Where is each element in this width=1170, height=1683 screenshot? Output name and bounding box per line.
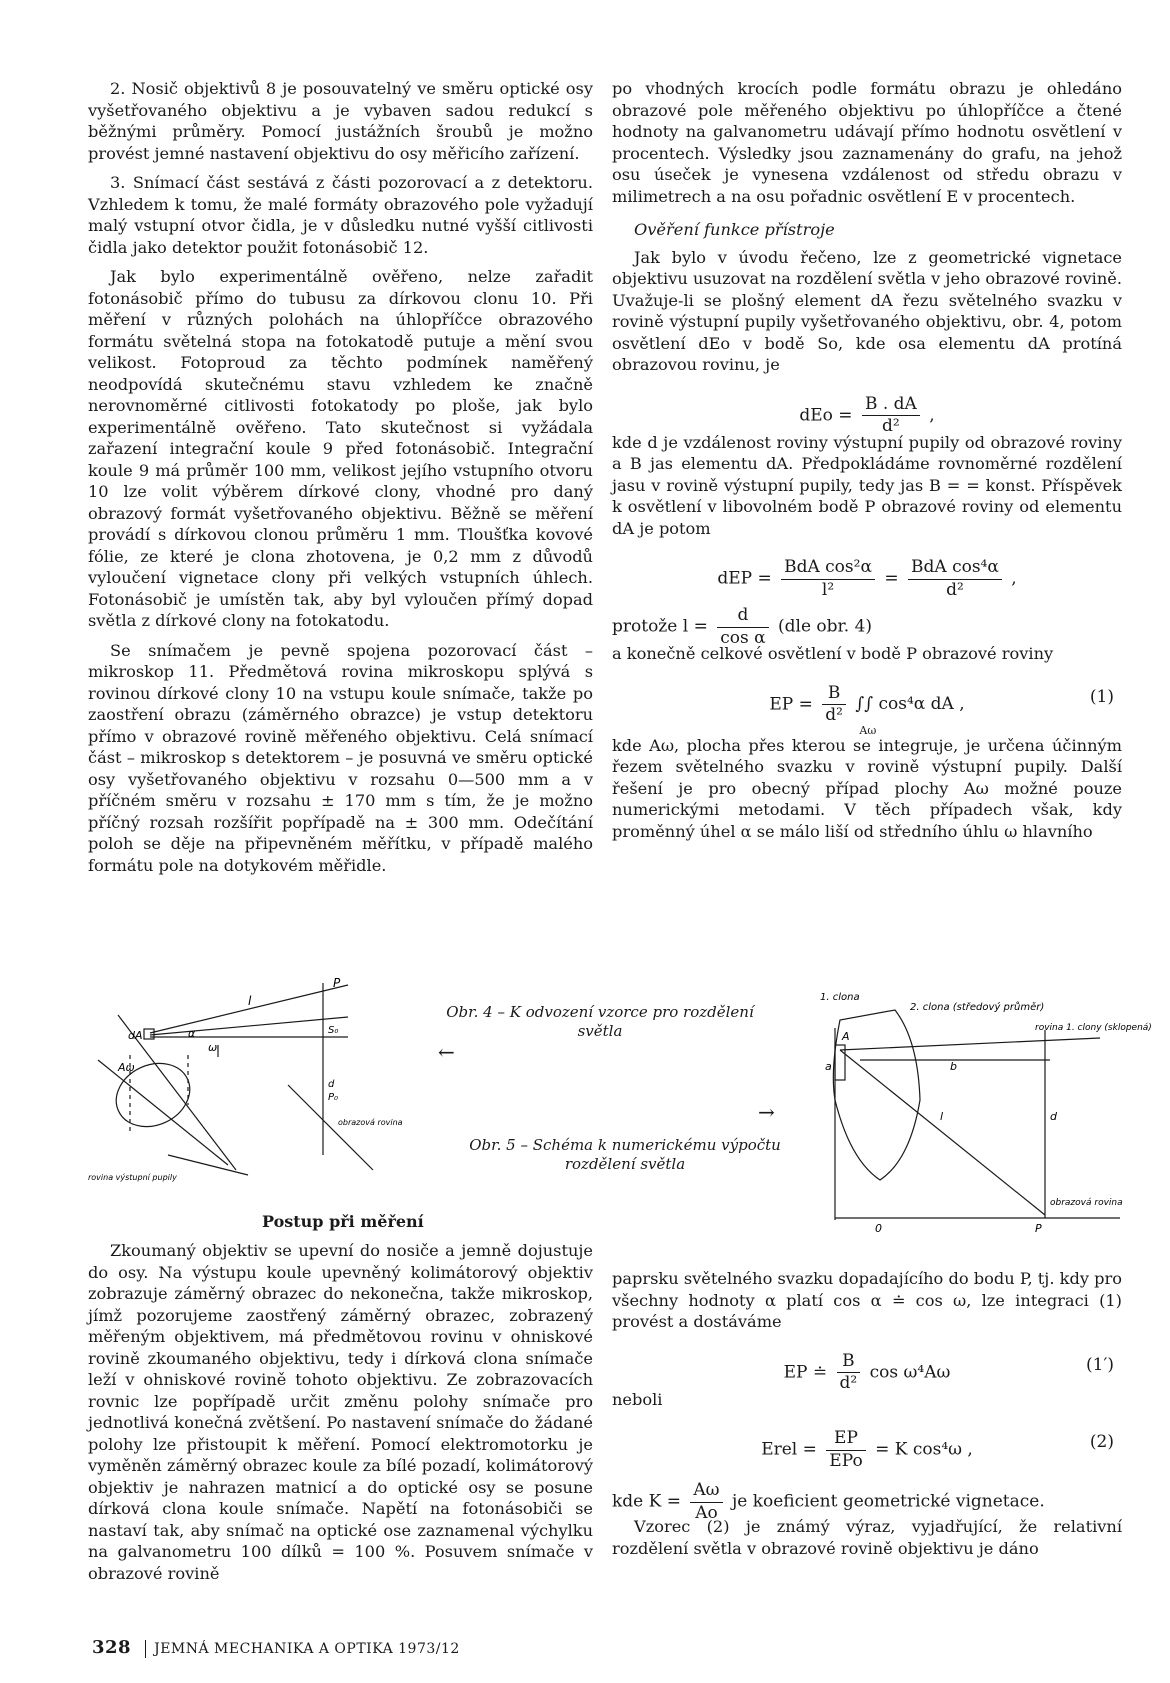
equation-1 [612, 673, 1122, 735]
paragraph: Jak bylo v úvodu řečeno, lze z geometrické vignetace objektivu usuzovat na rozdělení světla v jeho obrazové rovině. Uvažuje-li se plošný element dA řezu světelného svazku v rovině výstupní pupily vyšetřovaného objektivu, obr. 4, potom osvětlení dEo v bodě So, kde osa elementu dA protíná obrazovou rovinu, je [612, 247, 1122, 374]
eq-tail: , [1011, 568, 1017, 589]
figure-4-caption: Obr. 4 – K odvození vzorce pro rozdělení světla [446, 1003, 754, 1040]
eq-lhs: EP ≐ [783, 1362, 828, 1382]
eq-lhs: EP = [769, 694, 813, 714]
denominator: d² [946, 579, 964, 600]
paragraph: 2. Nosič objektivů 8 je posouvatelný ve směru optické osy vyšetřovaného objektivu a je vybaven sadou redukcí s běžnými průměry. Pomocí justážních šroubů je možno provést jemné nastavení objektivu do osy měřicího zařízení. [88, 79, 593, 163]
fraction [822, 683, 846, 727]
paragraph: kde d je vzdálenost roviny výstupní pupily od obrazové roviny a B jas elementu dA. Předpokládáme rovnoměrné rozdělení jasu v rovině výstupní pupily, tedy jas B = = konst. Příspěvek k osvětlení v libovolném bodě P obrazové roviny od elementu dA je potom [612, 432, 1122, 538]
fraction [826, 1428, 865, 1472]
label-omega: ω [208, 1041, 218, 1054]
numerator: B [822, 683, 846, 706]
figure-5-diagram [800, 990, 1152, 1240]
equation-number: (2) [1089, 1432, 1114, 1452]
figure-4-diagram [88, 975, 403, 1185]
denominator: l² [821, 579, 835, 600]
left-column-top [88, 78, 593, 884]
label-dA: dA [128, 1029, 143, 1042]
label-aperture-1: 1. clona [820, 992, 860, 1003]
eq-pre: kde K = [612, 1491, 681, 1512]
paragraph: Jak bylo experimentálně ověřeno, nelze zařadit fotonásobič přímo do tubusu za dírkovou clonu 10. Při měření v různých polohách na úhlopříčce obrazového formátu světelná stopa na fotokatodě putuje a mění svou velikost. Fotoproud za těchto podmínek naměřený neodpovídá skutečnému stavu vzhledem ke značně nerovnoměrné citlivosti fotokatody po ploše, jak bylo experimentálně ověřeno. Tato skutečnost si vyžádala zařazení integrační koule 9 před fotonásobič. Integrační koule 9 má průměr 100 mm, velikost jejího vstupního otvoru 10 lze volit výběrem dírkové clony, vhodné pro daný obrazový formát vyšetřovaného objektivu. Běžně se měření provádí s dírkovou clonou průměru 1 mm. Tloušťka kovové fólie, ze které je clona zhotovena, je 0,2 mm z důvodů vyloučení vignetace clony při velkých vstupních úhlech. Fotonásobič je umístěn tak, aby byl vyloučen přímý dopad světla z dírkové clony na fotokatodu. [88, 267, 593, 630]
numerator: B [837, 1351, 861, 1374]
equation-l [612, 595, 1122, 648]
equation-2 [612, 1418, 1122, 1470]
fraction [837, 1351, 861, 1395]
paragraph: kde Aω, plocha přes kterou se integruje, je určena účinným řezem světelného svazku v rovině výstupní pupily. Další řešení je pro obecný případ plochy Aω možné pouze numerickými metodami. V těch případech však, kdy proměnný úhel α se málo liší od středního úhlu ω hlavního [612, 735, 1122, 841]
label-aperture-plane: rovina 1. clony (sklopená) [1035, 1023, 1152, 1033]
arrow-right-icon: → [758, 1100, 775, 1124]
eq-tail: , [929, 405, 935, 425]
equation-number: (1) [1089, 686, 1114, 707]
right-column-top [612, 78, 1122, 850]
label-0: 0 [875, 1222, 882, 1235]
page-number: 328 [92, 1637, 132, 1658]
label-l: l [248, 994, 252, 1008]
right-column-bottom [612, 1268, 1122, 1567]
eq-tail: = K cos⁴ω , [875, 1439, 973, 1460]
label-alpha: α [188, 1027, 196, 1040]
label-d: d [1050, 1110, 1057, 1123]
label-aperture-2: 2. clona (středový průměr) [910, 1002, 1045, 1013]
numerator: BdA cos²α [781, 557, 875, 580]
paragraph: Se snímačem je pevně spojena pozorovací část – mikroskop 11. Předmětová rovina mikroskopu splývá s rovinou dírkové clony 10 na vstupu koule snímače, takže po zaostření obrazu (záměrného obrazce) je vstup detektoru přímo v obrazové rovině měřeného objektivu. Celá snímací část – mikroskop s detektorem – je posuvná ve směru optické osy vyšetřovaného objektivu v rozsahu 0—500 mm a v příčném směru v rozsahu ± 170 mm s tím, že je možno příčný rozsah rozšířit popřípadě na ± 300 mm. Odečítání poloh se děje na připevněném měřítku, v případě malého formátu pole na dotykovém měřidle. [88, 640, 593, 875]
arrow-left-icon: ← [438, 1040, 455, 1064]
equation-number: (1′) [1086, 1354, 1114, 1375]
label-A: A [842, 1030, 850, 1043]
integral-domain: Aω [859, 724, 877, 737]
equation-1prime [612, 1341, 1122, 1393]
figure-5-caption: Obr. 5 – Schéma k numerickému výpočtu rozdělení světla [469, 1136, 781, 1173]
fraction [690, 1480, 722, 1524]
footer-divider [145, 1640, 146, 1658]
eq-lhs: Erel = [761, 1439, 817, 1460]
denominator: d² [825, 705, 843, 725]
eq-lhs: dEP = [717, 568, 772, 589]
paragraph: a konečně celkové osvětlení v bodě P obrazové roviny [612, 644, 1054, 663]
denominator: cos α [720, 627, 766, 648]
eq-lhs: dEo = [799, 405, 853, 425]
integral-expression: ∫∫ cos⁴α dA , [855, 694, 965, 714]
label-image-plane: obrazová rovina [338, 1118, 403, 1127]
label-So: S₀ [328, 1025, 339, 1036]
paragraph: po vhodných krocích podle formátu obrazu je ohledáno obrazové pole měřeného objektivu po úhlopříčce a čtené hodnoty na galvanometru udávají přímo hodnotu osvětlení v procentech. Výsledky jsou zaznamenány do grafu, na jehož osu úseček je vynesena vzdálenost od středu obrazu v milimetrech a na osu pořadnic osvětlení E v procentech. [612, 79, 1122, 206]
label-P: P [333, 976, 341, 990]
eq-pre: protože l = [612, 616, 708, 637]
section-subheading: Ověření funkce přístroje [634, 220, 835, 239]
page-footer [92, 1637, 460, 1658]
eq-post: je koeficient geometrické vignetace. [731, 1491, 1045, 1512]
label-d: d [328, 1079, 335, 1090]
paragraph: paprsku světelného svazku dopadajícího do bodu P, tj. kdy pro všechny hodnoty α platí cos α ≐ cos ω, lze integraci (1) provést a dostáváme [612, 1269, 1122, 1331]
paragraph: neboli [612, 1389, 663, 1409]
label-a: a [825, 1060, 832, 1073]
denominator: Ao [695, 1502, 718, 1523]
denominator: d² [839, 1373, 858, 1393]
paragraph: 3. Snímací část sestává z části pozorovací a z detektoru. Vzhledem k tomu, že malé formáty obrazového pole vyžadují malý vstupní otvor čidla, je v důsledku nutné vyšší citlivosti čidla jako detektor použit fotonásobič 12. [88, 173, 593, 257]
eq-sign: = [884, 568, 899, 589]
denominator: d² [882, 416, 900, 436]
numerator: BdA cos⁴α [908, 557, 1002, 580]
section-heading: Postup při měření [262, 1212, 424, 1231]
fraction [717, 605, 768, 649]
numerator: Aω [690, 1480, 722, 1503]
fraction [862, 394, 920, 438]
numerator: d [717, 605, 768, 628]
journal-name: JEMNÁ MECHANIKA A OPTIKA 1973/12 [154, 1641, 460, 1657]
label-b: b [950, 1060, 957, 1073]
numerator: EP [826, 1428, 865, 1451]
paragraph: Zkoumaný objektiv se upevní do nosiče a jemně dojustuje do osy. Na výstupu koule upevněný kolimátorový objektiv zobrazuje záměrný obrazec do nekonečna, takže mikroskop, jímž pozorujeme zaostřený záměrný obrazec, zobrazený měřeným objektivem, má předmětovou rovinu v ohniskové rovině zkoumaného objektivu, tedy i dírková clona snímače leží v ohniskové rovině tohoto objektivu. Ze zobrazovacích rovnic lze popřípadě určit změnu polohy snímače pro jednotlivá konečná zvětšení. Po nastavení snímače do žádané polohy lze přistoupit k měření. Pomocí elektromotorku je vyměněn záměrný obrazec koule za bílé pozadí, kolimátorový objektiv je nahrazen matnicí a do optické osy se posune dírková clona koule snímače. Napětí na fotonásobiči se nastaví tak, aby snímač na optické ose zaznamenal výchylku na galvanometru 100 dílků = 100 %. Posuvem snímače v obrazové rovině [88, 1241, 593, 1583]
equation-dEP [612, 547, 1122, 600]
eq-post: (dle obr. 4) [778, 616, 873, 637]
eq-tail: cos ω⁴Aω [869, 1362, 951, 1382]
label-exit-pupil-plane: rovina výstupní pupily [88, 1173, 177, 1182]
integral [855, 694, 965, 737]
numerator: B . dA [862, 394, 920, 417]
figure-4 [88, 975, 403, 1185]
left-column-bottom [88, 1240, 593, 1592]
paragraph: Vzorec (2) je známý výraz, vyjadřující, že relativní rozdělení světla v obrazové rovině objektivu je dáno [612, 1517, 1122, 1558]
figure-5 [800, 990, 1152, 1240]
equation-dEo [612, 384, 1122, 436]
equation-K [612, 1470, 1122, 1523]
label-l: l [940, 1110, 944, 1123]
label-Po: P₀ [328, 1092, 339, 1103]
label-image-plane: obrazová rovina [1050, 1198, 1123, 1208]
denominator: EPo [829, 1450, 863, 1471]
label-P: P [1035, 1222, 1042, 1235]
label-Aw: Aω [118, 1061, 135, 1074]
